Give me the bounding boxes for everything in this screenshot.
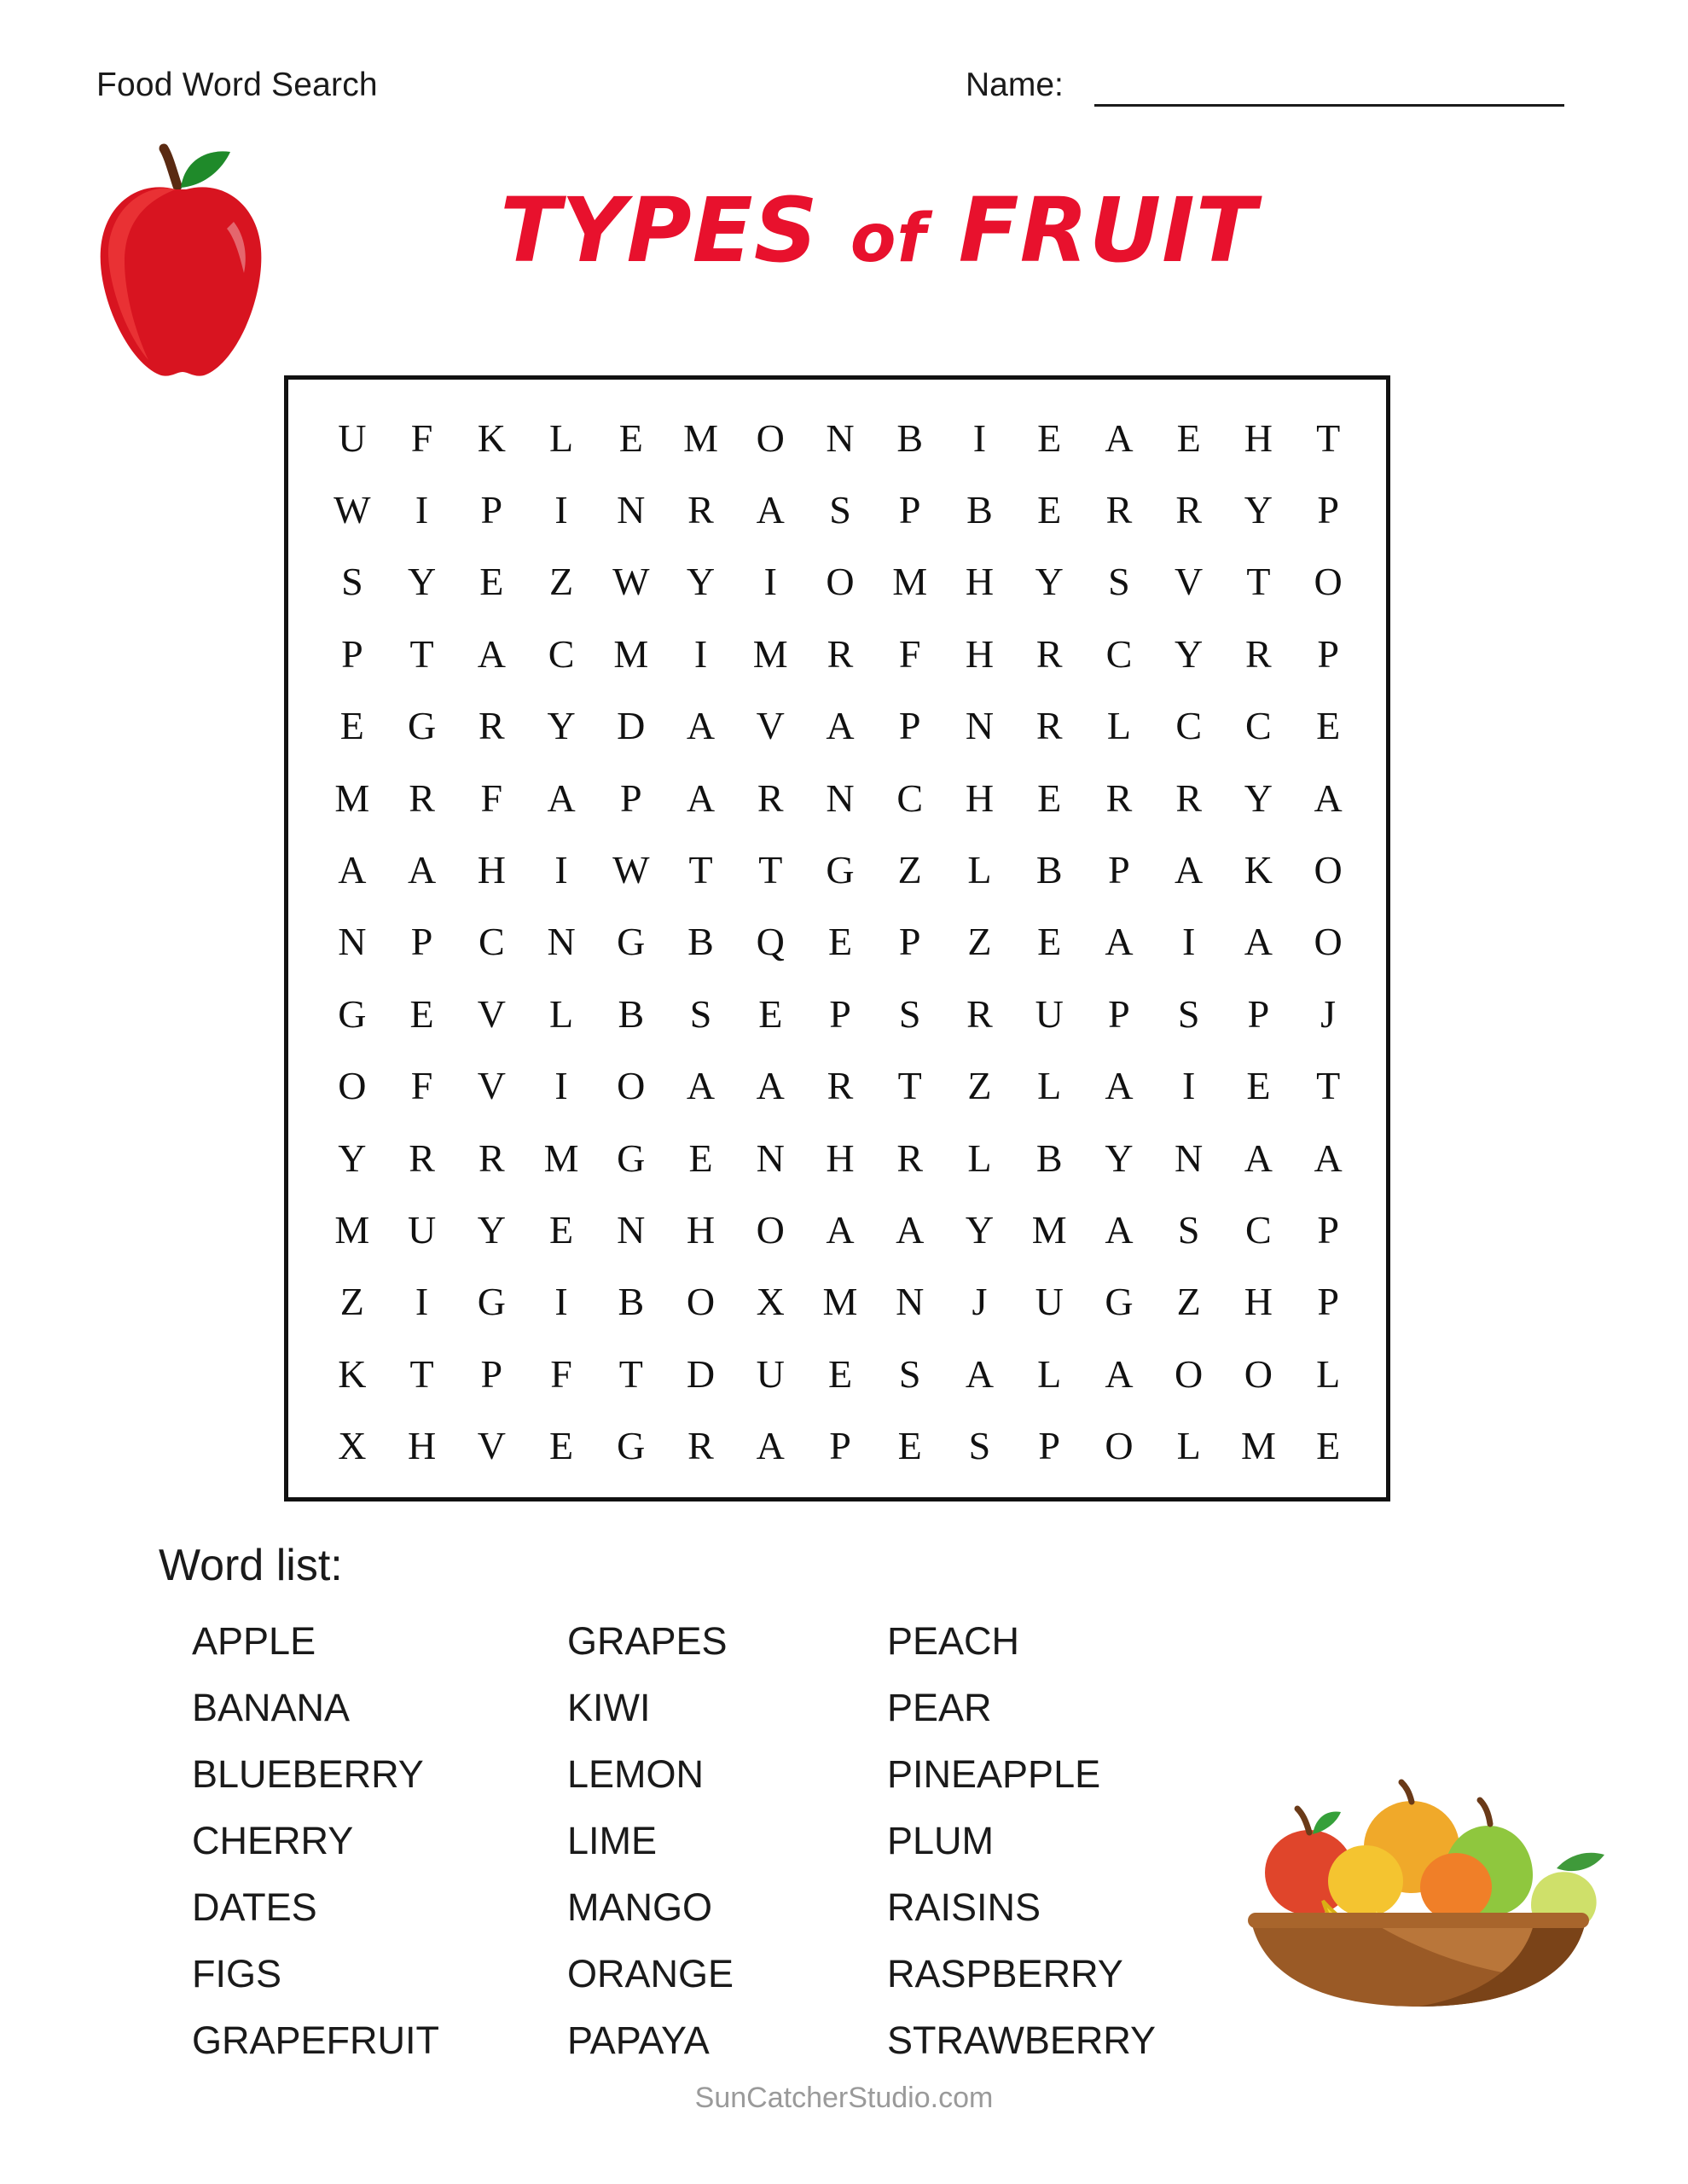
- page-title: [452, 178, 1305, 282]
- grid-cell[interactable]: A: [1105, 1351, 1134, 1396]
- grid-cell[interactable]: O: [756, 1208, 785, 1252]
- name-write-line[interactable]: [1094, 104, 1564, 107]
- grid-cell[interactable]: T: [409, 631, 434, 676]
- grid-cell[interactable]: W: [612, 848, 650, 892]
- grid-cell[interactable]: S: [898, 991, 921, 1036]
- grid-cell[interactable]: Z: [967, 1064, 992, 1108]
- grid-cell[interactable]: B: [1035, 1136, 1063, 1180]
- grid-cell[interactable]: Z: [967, 920, 992, 964]
- grid-cell[interactable]: R: [1175, 775, 1202, 820]
- grid-cell[interactable]: Z: [549, 560, 574, 604]
- grid-cell[interactable]: A: [756, 488, 785, 532]
- grid-cell[interactable]: G: [617, 920, 646, 964]
- grid-cell[interactable]: E: [1037, 920, 1062, 964]
- grid-cell[interactable]: A: [965, 1351, 995, 1396]
- grid-cell[interactable]: B: [896, 415, 924, 460]
- grid-cell[interactable]: R: [827, 631, 854, 676]
- grid-cell[interactable]: E: [1037, 488, 1062, 532]
- grid-cell[interactable]: I: [972, 415, 987, 460]
- grid-cell[interactable]: E: [618, 415, 643, 460]
- grid-cell[interactable]: R: [1105, 775, 1133, 820]
- page-header: [0, 67, 1688, 118]
- word-list-item[interactable]: STRAWBERRY: [887, 2018, 1157, 2062]
- grid-cell[interactable]: V: [477, 1424, 506, 1468]
- grid-cell[interactable]: M: [543, 1136, 579, 1180]
- grid-cell[interactable]: Z: [897, 848, 922, 892]
- grid-cell[interactable]: G: [338, 991, 367, 1036]
- grid-cell[interactable]: I: [1182, 1064, 1196, 1108]
- grid-cell[interactable]: Y: [477, 1208, 506, 1252]
- grid-cell[interactable]: P: [898, 920, 921, 964]
- word-list-item[interactable]: LEMON: [567, 1752, 705, 1796]
- grid-cell[interactable]: O: [686, 1280, 716, 1324]
- worksheet-label: Food Word Search: [96, 67, 378, 103]
- word-list-item[interactable]: RAISINS: [887, 1885, 1041, 1929]
- word-list-item[interactable]: GRAPEFRUIT: [192, 2018, 440, 2062]
- grid-cell[interactable]: F: [480, 775, 503, 820]
- grid-cell[interactable]: N: [617, 1208, 646, 1252]
- grid-cell[interactable]: P: [1038, 1424, 1060, 1468]
- grid-cell[interactable]: Y: [965, 1208, 995, 1252]
- grid-cell[interactable]: T: [1316, 415, 1341, 460]
- grid-cell[interactable]: H: [826, 1136, 855, 1180]
- grid-cell[interactable]: R: [1245, 631, 1272, 676]
- grid-cell[interactable]: Y: [1175, 631, 1204, 676]
- grid-cell[interactable]: Q: [756, 920, 785, 964]
- word-list-item[interactable]: LIME: [567, 1819, 658, 1862]
- grid-cell[interactable]: I: [554, 488, 568, 532]
- grid-cell[interactable]: J: [1320, 991, 1337, 1036]
- grid-cell[interactable]: E: [1246, 1064, 1271, 1108]
- grid-cell[interactable]: Y: [1035, 560, 1064, 604]
- grid-cell[interactable]: S: [898, 1351, 921, 1396]
- grid-cell[interactable]: K: [338, 1351, 367, 1396]
- grid-cell[interactable]: E: [409, 991, 434, 1036]
- grid-cell[interactable]: T: [618, 1351, 643, 1396]
- word-list-item[interactable]: GRAPES: [567, 1619, 728, 1663]
- grid-cell[interactable]: A: [686, 704, 716, 748]
- grid-cell[interactable]: A: [407, 848, 437, 892]
- grid-cell[interactable]: C: [1105, 631, 1133, 676]
- grid-cell[interactable]: S: [1177, 1208, 1200, 1252]
- grid-cell[interactable]: A: [477, 631, 506, 676]
- grid-cell[interactable]: I: [1182, 920, 1196, 964]
- grid-cell[interactable]: C: [1175, 704, 1202, 748]
- word-list-item[interactable]: DATES: [192, 1885, 317, 1929]
- grid-cell[interactable]: P: [898, 704, 921, 748]
- grid-cell[interactable]: C: [548, 631, 575, 676]
- grid-cell[interactable]: V: [756, 704, 785, 748]
- grid-cell[interactable]: U: [1035, 1280, 1064, 1324]
- grid-cell[interactable]: N: [826, 775, 855, 820]
- name-label: Name:: [966, 67, 1064, 103]
- grid-cell[interactable]: M: [613, 631, 649, 676]
- grid-cell[interactable]: Y: [686, 560, 716, 604]
- grid-cell[interactable]: R: [757, 775, 784, 820]
- footer-credit: SunCatcherStudio.com: [694, 2082, 994, 2114]
- grid-cell[interactable]: O: [1314, 848, 1343, 892]
- grid-cell[interactable]: S: [968, 1424, 991, 1468]
- grid-cell[interactable]: R: [687, 1424, 714, 1468]
- grid-cell[interactable]: P: [410, 920, 433, 964]
- grid-cell[interactable]: M: [1031, 1208, 1067, 1252]
- grid-cell[interactable]: P: [480, 1351, 503, 1396]
- word-list-item[interactable]: PAPAYA: [567, 2018, 710, 2062]
- grid-cell[interactable]: I: [554, 848, 568, 892]
- grid-cell[interactable]: O: [826, 560, 855, 604]
- grid-cell[interactable]: N: [338, 920, 367, 964]
- grid-cell[interactable]: B: [618, 991, 645, 1036]
- grid-cell[interactable]: C: [1245, 704, 1272, 748]
- grid-cell[interactable]: B: [687, 920, 714, 964]
- word-list: [192, 1608, 1241, 2074]
- grid-cell[interactable]: O: [756, 415, 785, 460]
- word-list-item[interactable]: PINEAPPLE: [887, 1752, 1101, 1796]
- word-list-item[interactable]: ORANGE: [567, 1952, 734, 1995]
- grid-cell[interactable]: G: [477, 1280, 506, 1324]
- grid-cell[interactable]: O: [1314, 560, 1343, 604]
- grid-cell[interactable]: A: [1105, 1208, 1134, 1252]
- grid-cell[interactable]: R: [1175, 488, 1202, 532]
- title-part-3: FRUIT: [958, 178, 1257, 282]
- grid-cell[interactable]: T: [758, 848, 783, 892]
- grid-cell[interactable]: E: [827, 920, 853, 964]
- grid-cell[interactable]: J: [972, 1280, 988, 1324]
- grid-cell[interactable]: P: [1108, 991, 1130, 1036]
- grid-cell[interactable]: R: [478, 1136, 505, 1180]
- grid-cell[interactable]: A: [1314, 1136, 1343, 1180]
- word-list-item[interactable]: RASPBERRY: [887, 1952, 1123, 1995]
- grid-cell[interactable]: O: [617, 1064, 646, 1108]
- grid-cell[interactable]: Y: [338, 1136, 367, 1180]
- grid-cell[interactable]: L: [1037, 1351, 1062, 1396]
- grid-cell[interactable]: X: [338, 1424, 367, 1468]
- grid-cell[interactable]: R: [687, 488, 714, 532]
- grid-cell[interactable]: O: [1105, 1424, 1134, 1468]
- grid-cell[interactable]: Y: [1244, 775, 1273, 820]
- word-list-item[interactable]: CHERRY: [192, 1819, 354, 1862]
- word-search-grid-box: [284, 375, 1390, 1502]
- grid-cell[interactable]: G: [826, 848, 855, 892]
- grid-cell[interactable]: V: [477, 991, 506, 1036]
- grid-cell[interactable]: G: [617, 1424, 646, 1468]
- grid-cell[interactable]: S: [341, 560, 363, 604]
- grid-cell[interactable]: I: [415, 1280, 429, 1324]
- word-list-item[interactable]: APPLE: [192, 1619, 316, 1663]
- grid-cell[interactable]: E: [688, 1136, 713, 1180]
- grid-cell[interactable]: R: [827, 1064, 854, 1108]
- grid-cell[interactable]: R: [1105, 488, 1133, 532]
- grid-cell[interactable]: P: [1108, 848, 1130, 892]
- word-list-item[interactable]: PLUM: [887, 1819, 995, 1862]
- grid-cell[interactable]: A: [1244, 1136, 1273, 1180]
- grid-cell[interactable]: E: [1037, 775, 1062, 820]
- grid-cell[interactable]: A: [1105, 415, 1134, 460]
- grid-cell[interactable]: R: [409, 1136, 435, 1180]
- fruit-bowl-icon: [1156, 1698, 1633, 2013]
- grid-cell[interactable]: M: [683, 415, 718, 460]
- grid-cell[interactable]: O: [338, 1064, 367, 1108]
- grid-cell[interactable]: N: [617, 488, 646, 532]
- grid-cell[interactable]: H: [965, 631, 995, 676]
- grid-cell[interactable]: Y: [547, 704, 576, 748]
- grid-cell[interactable]: Y: [407, 560, 437, 604]
- grid-cell[interactable]: R: [478, 704, 505, 748]
- grid-cell[interactable]: I: [554, 1280, 568, 1324]
- grid-cell[interactable]: S: [1108, 560, 1130, 604]
- grid-cell[interactable]: L: [549, 991, 574, 1036]
- word-list-heading: Word list:: [159, 1541, 343, 1590]
- grid-cell[interactable]: A: [756, 1424, 785, 1468]
- grid-cell[interactable]: N: [1175, 1136, 1204, 1180]
- grid-cell[interactable]: L: [1106, 704, 1131, 748]
- word-list-item[interactable]: BLUEBERRY: [192, 1752, 424, 1796]
- grid-cell[interactable]: S: [689, 991, 712, 1036]
- grid-cell[interactable]: I: [415, 488, 429, 532]
- grid-cell[interactable]: H: [965, 560, 995, 604]
- grid-cell[interactable]: W: [334, 488, 371, 532]
- grid-cell[interactable]: O: [1314, 920, 1343, 964]
- word-search-grid[interactable]: [317, 402, 1363, 1482]
- grid-cell[interactable]: N: [756, 1136, 785, 1180]
- word-list-item[interactable]: FIGS: [192, 1952, 282, 1995]
- grid-cell[interactable]: D: [617, 704, 646, 748]
- grid-cell[interactable]: H: [477, 848, 506, 892]
- grid-cell[interactable]: C: [478, 920, 505, 964]
- grid-cell[interactable]: E: [549, 1424, 574, 1468]
- grid-cell[interactable]: M: [334, 775, 370, 820]
- grid-cell[interactable]: N: [896, 1280, 925, 1324]
- title-part-2: of: [850, 200, 927, 277]
- grid-cell[interactable]: E: [1037, 415, 1062, 460]
- grid-cell[interactable]: H: [1244, 1280, 1273, 1324]
- grid-cell[interactable]: V: [1175, 560, 1204, 604]
- grid-cell[interactable]: G: [617, 1136, 646, 1180]
- grid-cell[interactable]: A: [1105, 920, 1134, 964]
- grid-cell[interactable]: G: [407, 704, 437, 748]
- grid-cell[interactable]: E: [758, 991, 783, 1036]
- word-list-item[interactable]: PEACH: [887, 1619, 1020, 1663]
- grid-cell[interactable]: T: [409, 1351, 434, 1396]
- grid-cell[interactable]: A: [1175, 848, 1204, 892]
- grid-cell[interactable]: L: [1176, 1424, 1201, 1468]
- grid-cell[interactable]: F: [410, 1064, 433, 1108]
- grid-cell[interactable]: H: [407, 1424, 437, 1468]
- grid-cell[interactable]: X: [756, 1280, 785, 1324]
- grid-cell[interactable]: D: [686, 1351, 716, 1396]
- grid-cell[interactable]: G: [1105, 1280, 1134, 1324]
- grid-cell[interactable]: E: [1316, 1424, 1341, 1468]
- grid-cell[interactable]: E: [827, 1351, 853, 1396]
- grid-cell[interactable]: Y: [1105, 1136, 1134, 1180]
- grid-cell[interactable]: P: [1247, 991, 1270, 1036]
- grid-cell[interactable]: E: [549, 1208, 574, 1252]
- grid-cell[interactable]: Y: [1244, 488, 1273, 532]
- grid-cell[interactable]: T: [688, 848, 713, 892]
- grid-cell[interactable]: R: [409, 775, 435, 820]
- grid-cell[interactable]: P: [480, 488, 503, 532]
- grid-cell[interactable]: E: [339, 704, 364, 748]
- grid-cell[interactable]: Z: [339, 1280, 364, 1324]
- grid-cell[interactable]: U: [1035, 991, 1064, 1036]
- grid-cell[interactable]: M: [752, 631, 788, 676]
- grid-cell[interactable]: M: [892, 560, 928, 604]
- grid-cell[interactable]: R: [1035, 631, 1063, 676]
- grid-cell[interactable]: L: [1037, 1064, 1062, 1108]
- grid-cell[interactable]: N: [547, 920, 576, 964]
- grid-cell[interactable]: P: [829, 1424, 851, 1468]
- grid-cell[interactable]: E: [479, 560, 504, 604]
- grid-cell[interactable]: A: [686, 775, 716, 820]
- grid-cell[interactable]: I: [693, 631, 708, 676]
- grid-cell[interactable]: N: [965, 704, 995, 748]
- word-list-item[interactable]: BANANA: [192, 1686, 351, 1729]
- grid-cell[interactable]: L: [967, 1136, 992, 1180]
- grid-cell[interactable]: F: [410, 415, 433, 460]
- grid-cell[interactable]: A: [338, 848, 367, 892]
- grid-cell[interactable]: H: [686, 1208, 716, 1252]
- title-part-1: TYPES: [500, 178, 819, 282]
- grid-cell[interactable]: H: [965, 775, 995, 820]
- grid-cell[interactable]: P: [1317, 1208, 1339, 1252]
- grid-cell[interactable]: A: [1244, 920, 1273, 964]
- grid-cell[interactable]: P: [341, 631, 363, 676]
- grid-cell[interactable]: C: [1245, 1208, 1272, 1252]
- grid-cell[interactable]: E: [1176, 415, 1201, 460]
- grid-cell[interactable]: A: [756, 1064, 785, 1108]
- grid-cell[interactable]: P: [1317, 488, 1339, 532]
- grid-cell[interactable]: S: [829, 488, 851, 532]
- grid-cell[interactable]: F: [898, 631, 921, 676]
- grid-cell[interactable]: H: [1244, 415, 1273, 460]
- grid-cell[interactable]: B: [618, 1280, 645, 1324]
- grid-cell[interactable]: A: [896, 1208, 925, 1252]
- word-list-item[interactable]: PEAR: [887, 1686, 992, 1729]
- grid-cell[interactable]: T: [897, 1064, 922, 1108]
- grid-cell[interactable]: A: [1105, 1064, 1134, 1108]
- grid-cell[interactable]: P: [829, 991, 851, 1036]
- grid-cell[interactable]: I: [763, 560, 777, 604]
- grid-cell[interactable]: O: [1244, 1351, 1273, 1396]
- grid-cell[interactable]: A: [826, 1208, 855, 1252]
- grid-cell[interactable]: E: [1316, 704, 1341, 748]
- grid-cell[interactable]: R: [896, 1136, 924, 1180]
- word-list-item[interactable]: KIWI: [567, 1686, 651, 1729]
- grid-cell[interactable]: K: [1244, 848, 1273, 892]
- word-list-item[interactable]: MANGO: [567, 1885, 713, 1929]
- grid-cell[interactable]: U: [407, 1208, 437, 1252]
- grid-cell[interactable]: U: [338, 415, 367, 460]
- grid-cell[interactable]: R: [966, 991, 993, 1036]
- grid-cell[interactable]: U: [756, 1351, 785, 1396]
- apple-icon: [75, 136, 280, 392]
- grid-cell[interactable]: C: [896, 775, 924, 820]
- grid-cell[interactable]: B: [966, 488, 993, 532]
- grid-cell[interactable]: M: [1240, 1424, 1276, 1468]
- grid-cell[interactable]: P: [1317, 631, 1339, 676]
- grid-cell[interactable]: P: [1317, 1280, 1339, 1324]
- grid-cell[interactable]: P: [898, 488, 921, 532]
- grid-cell[interactable]: M: [822, 1280, 858, 1324]
- grid-cell[interactable]: F: [550, 1351, 572, 1396]
- grid-cell[interactable]: S: [1177, 991, 1200, 1036]
- grid-cell[interactable]: I: [554, 1064, 568, 1108]
- grid-cell[interactable]: P: [619, 775, 642, 820]
- grid-cell[interactable]: N: [826, 415, 855, 460]
- grid-cell[interactable]: T: [1246, 560, 1271, 604]
- grid-cell[interactable]: A: [686, 1064, 716, 1108]
- grid-cell[interactable]: O: [1175, 1351, 1204, 1396]
- grid-cell[interactable]: T: [1316, 1064, 1341, 1108]
- grid-cell[interactable]: M: [334, 1208, 370, 1252]
- grid-cell[interactable]: W: [612, 560, 650, 604]
- grid-cell[interactable]: A: [826, 704, 855, 748]
- grid-cell[interactable]: K: [477, 415, 506, 460]
- grid-cell[interactable]: B: [1035, 848, 1063, 892]
- grid-cell[interactable]: L: [1316, 1351, 1341, 1396]
- grid-cell[interactable]: R: [1035, 704, 1063, 748]
- grid-cell[interactable]: E: [897, 1424, 922, 1468]
- grid-cell[interactable]: L: [967, 848, 992, 892]
- grid-cell[interactable]: Z: [1176, 1280, 1201, 1324]
- grid-cell[interactable]: L: [549, 415, 574, 460]
- grid-cell[interactable]: A: [1314, 775, 1343, 820]
- grid-cell[interactable]: A: [547, 775, 576, 820]
- grid-cell[interactable]: V: [477, 1064, 506, 1108]
